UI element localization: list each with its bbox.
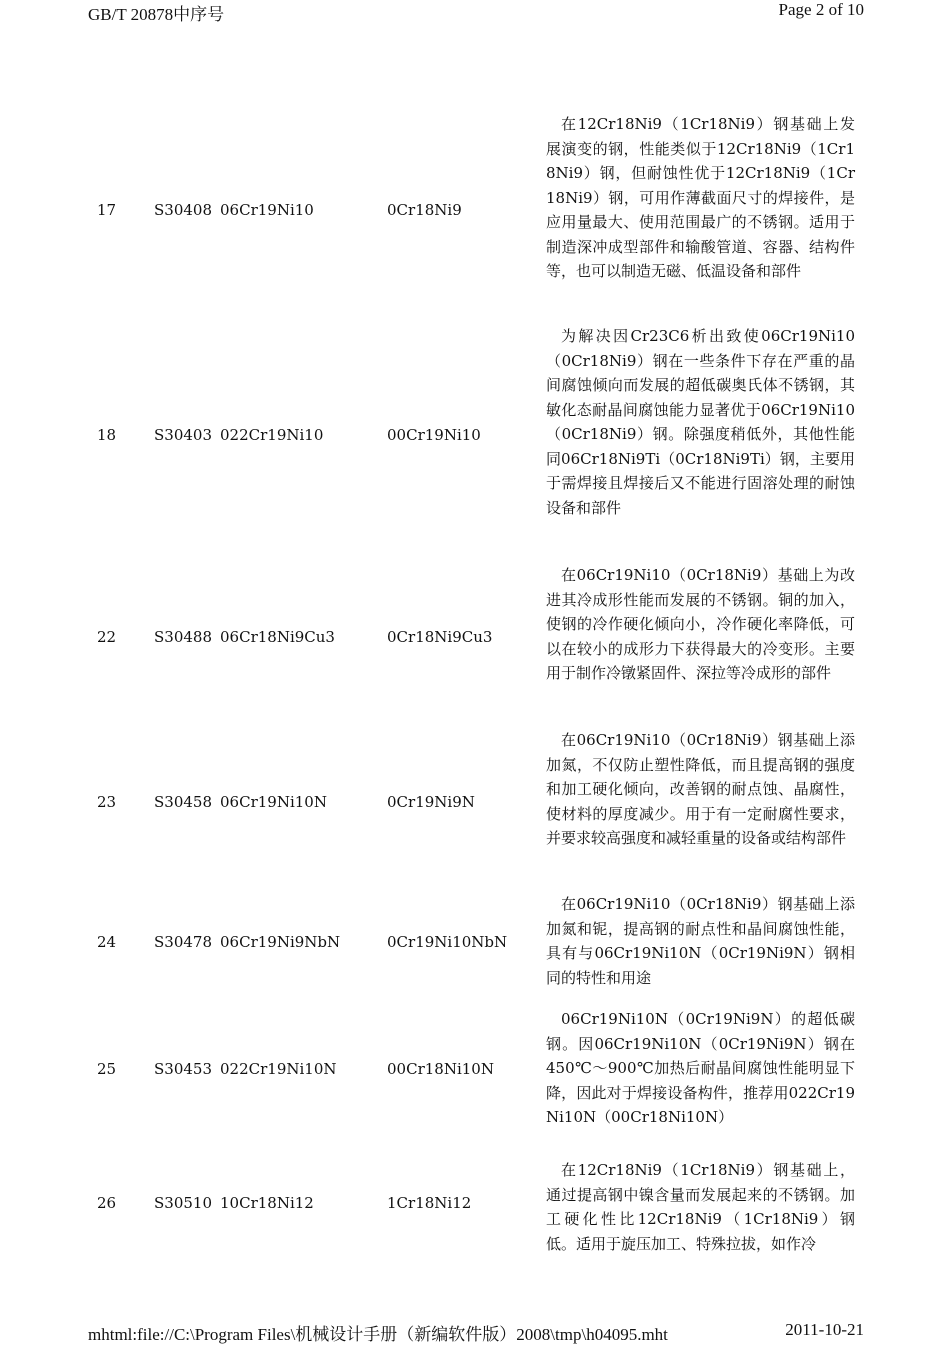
new-grade: 06Cr19Ni9NbN — [220, 933, 341, 951]
row-number: 22 — [97, 628, 117, 646]
ucs-code: S30510 — [154, 1194, 212, 1212]
row-number: 26 — [97, 1194, 117, 1212]
old-grade: 00Cr19Ni10 — [387, 426, 481, 444]
row-number: 17 — [97, 201, 117, 219]
characteristics-text: 在06Cr19Ni10（0Cr18Ni9）基础上为改进其冷成形性能而发展的不锈钢。铜的加入，使钢的冷作硬化倾向小，冷作硬化率降低，可以在较小的成形力下获得最大的冷变形。主要用于制作冷镦紧固件、深拉等冷成形的部件 — [546, 566, 855, 682]
characteristics-text: 在06Cr19Ni10（0Cr18Ni9）钢基础上添加氮，不仅防止塑性降低，而且提高钢的强度和加工硬化倾向，改善钢的耐点蚀、晶腐性，使材料的厚度减少。用于有一定耐腐性要求，并要求较高强度和减轻重量的设备或结构部件 — [546, 731, 855, 847]
row-number: 25 — [97, 1060, 117, 1078]
new-grade: 06Cr19Ni10N — [220, 793, 327, 811]
characteristics-text: 为解决因Cr23C6析出致使06Cr19Ni10（0Cr18Ni9）钢在一些条件下存在严重的晶间腐蚀倾向而发展的超低碳奥氏体不锈钢，其敏化态耐晶间腐蚀能力显著优于06Cr19Ni10（0Cr18Ni9）钢。除强度稍低外，其他性能同06Cr18Ni9Ti（0Cr18Ni9Ti）钢，主要用于需焊接且焊接后又不能进行固溶处理的耐蚀设备和部件 — [546, 327, 855, 517]
row-number: 24 — [97, 933, 117, 951]
row-number: 18 — [97, 426, 117, 444]
ucs-code: S30403 — [154, 426, 212, 444]
characteristics-text: 在12Cr18Ni9（1Cr18Ni9）钢基础上，通过提高钢中镍含量而发展起来的不锈钢。加工硬化性比12Cr18Ni9（1Cr18Ni9）钢低。适用于旋压加工、特殊拉拔，如作冷 — [546, 1161, 855, 1253]
old-grade: 0Cr18Ni9Cu3 — [387, 628, 493, 646]
ucs-code: S30478 — [154, 933, 212, 951]
page-header — [88, 0, 864, 26]
characteristics-text: 06Cr19Ni10N（0Cr19Ni9N）的超低碳钢。因06Cr19Ni10N（0Cr19Ni9N）钢在450℃～900℃加热后耐晶间腐蚀性能明显下降，因此对于焊接设备构件，推荐用022Cr19Ni10N（00Cr18Ni10N） — [546, 1010, 855, 1126]
page-footer — [88, 1320, 864, 1344]
old-grade: 0Cr19Ni10NbN — [387, 933, 508, 951]
row-number: 23 — [97, 793, 117, 811]
old-grade: 0Cr18Ni9 — [387, 201, 462, 219]
new-grade: 022Cr19Ni10 — [220, 426, 324, 444]
old-grade: 1Cr18Ni12 — [387, 1194, 472, 1212]
new-grade: 10Cr18Ni12 — [220, 1194, 314, 1212]
ucs-code: S30408 — [154, 201, 212, 219]
old-grade: 0Cr19Ni9N — [387, 793, 475, 811]
page-number: Page 2 of 10 — [778, 0, 864, 19]
characteristics-text: 在12Cr18Ni9（1Cr18Ni9）钢基础上发展演变的钢，性能类似于12Cr18Ni9（1Cr18Ni9）钢，但耐蚀性优于12Cr18Ni9（1Cr18Ni9）钢，可用作薄截面尺寸的焊接件，是应用量最大、使用范围最广的不锈钢。适用于制造深冲成型部件和输酸管道、容器、结构件等，也可以制造无磁、低温设备和部件 — [546, 115, 855, 280]
print-date: 2011-10-21 — [785, 1320, 864, 1339]
ucs-code: S30458 — [154, 793, 212, 811]
document-title: GB/T 20878中序号 — [88, 5, 225, 24]
new-grade: 022Cr19Ni10N — [220, 1060, 337, 1078]
new-grade: 06Cr19Ni10 — [220, 201, 314, 219]
characteristics-text: 在06Cr19Ni10（0Cr18Ni9）钢基础上添加氮和铌，提高钢的耐点性和晶间腐蚀性能，具有与06Cr19Ni10N（0Cr19Ni9N）钢相同的特性和用途 — [546, 895, 855, 987]
new-grade: 06Cr18Ni9Cu3 — [220, 628, 335, 646]
file-path: mhtml:file://C:\Program Files\机械设计手册（新编软件版）2008\tmp\h04095.mht — [88, 1325, 668, 1344]
ucs-code: S30488 — [154, 628, 212, 646]
old-grade: 00Cr18Ni10N — [387, 1060, 494, 1078]
ucs-code: S30453 — [154, 1060, 212, 1078]
